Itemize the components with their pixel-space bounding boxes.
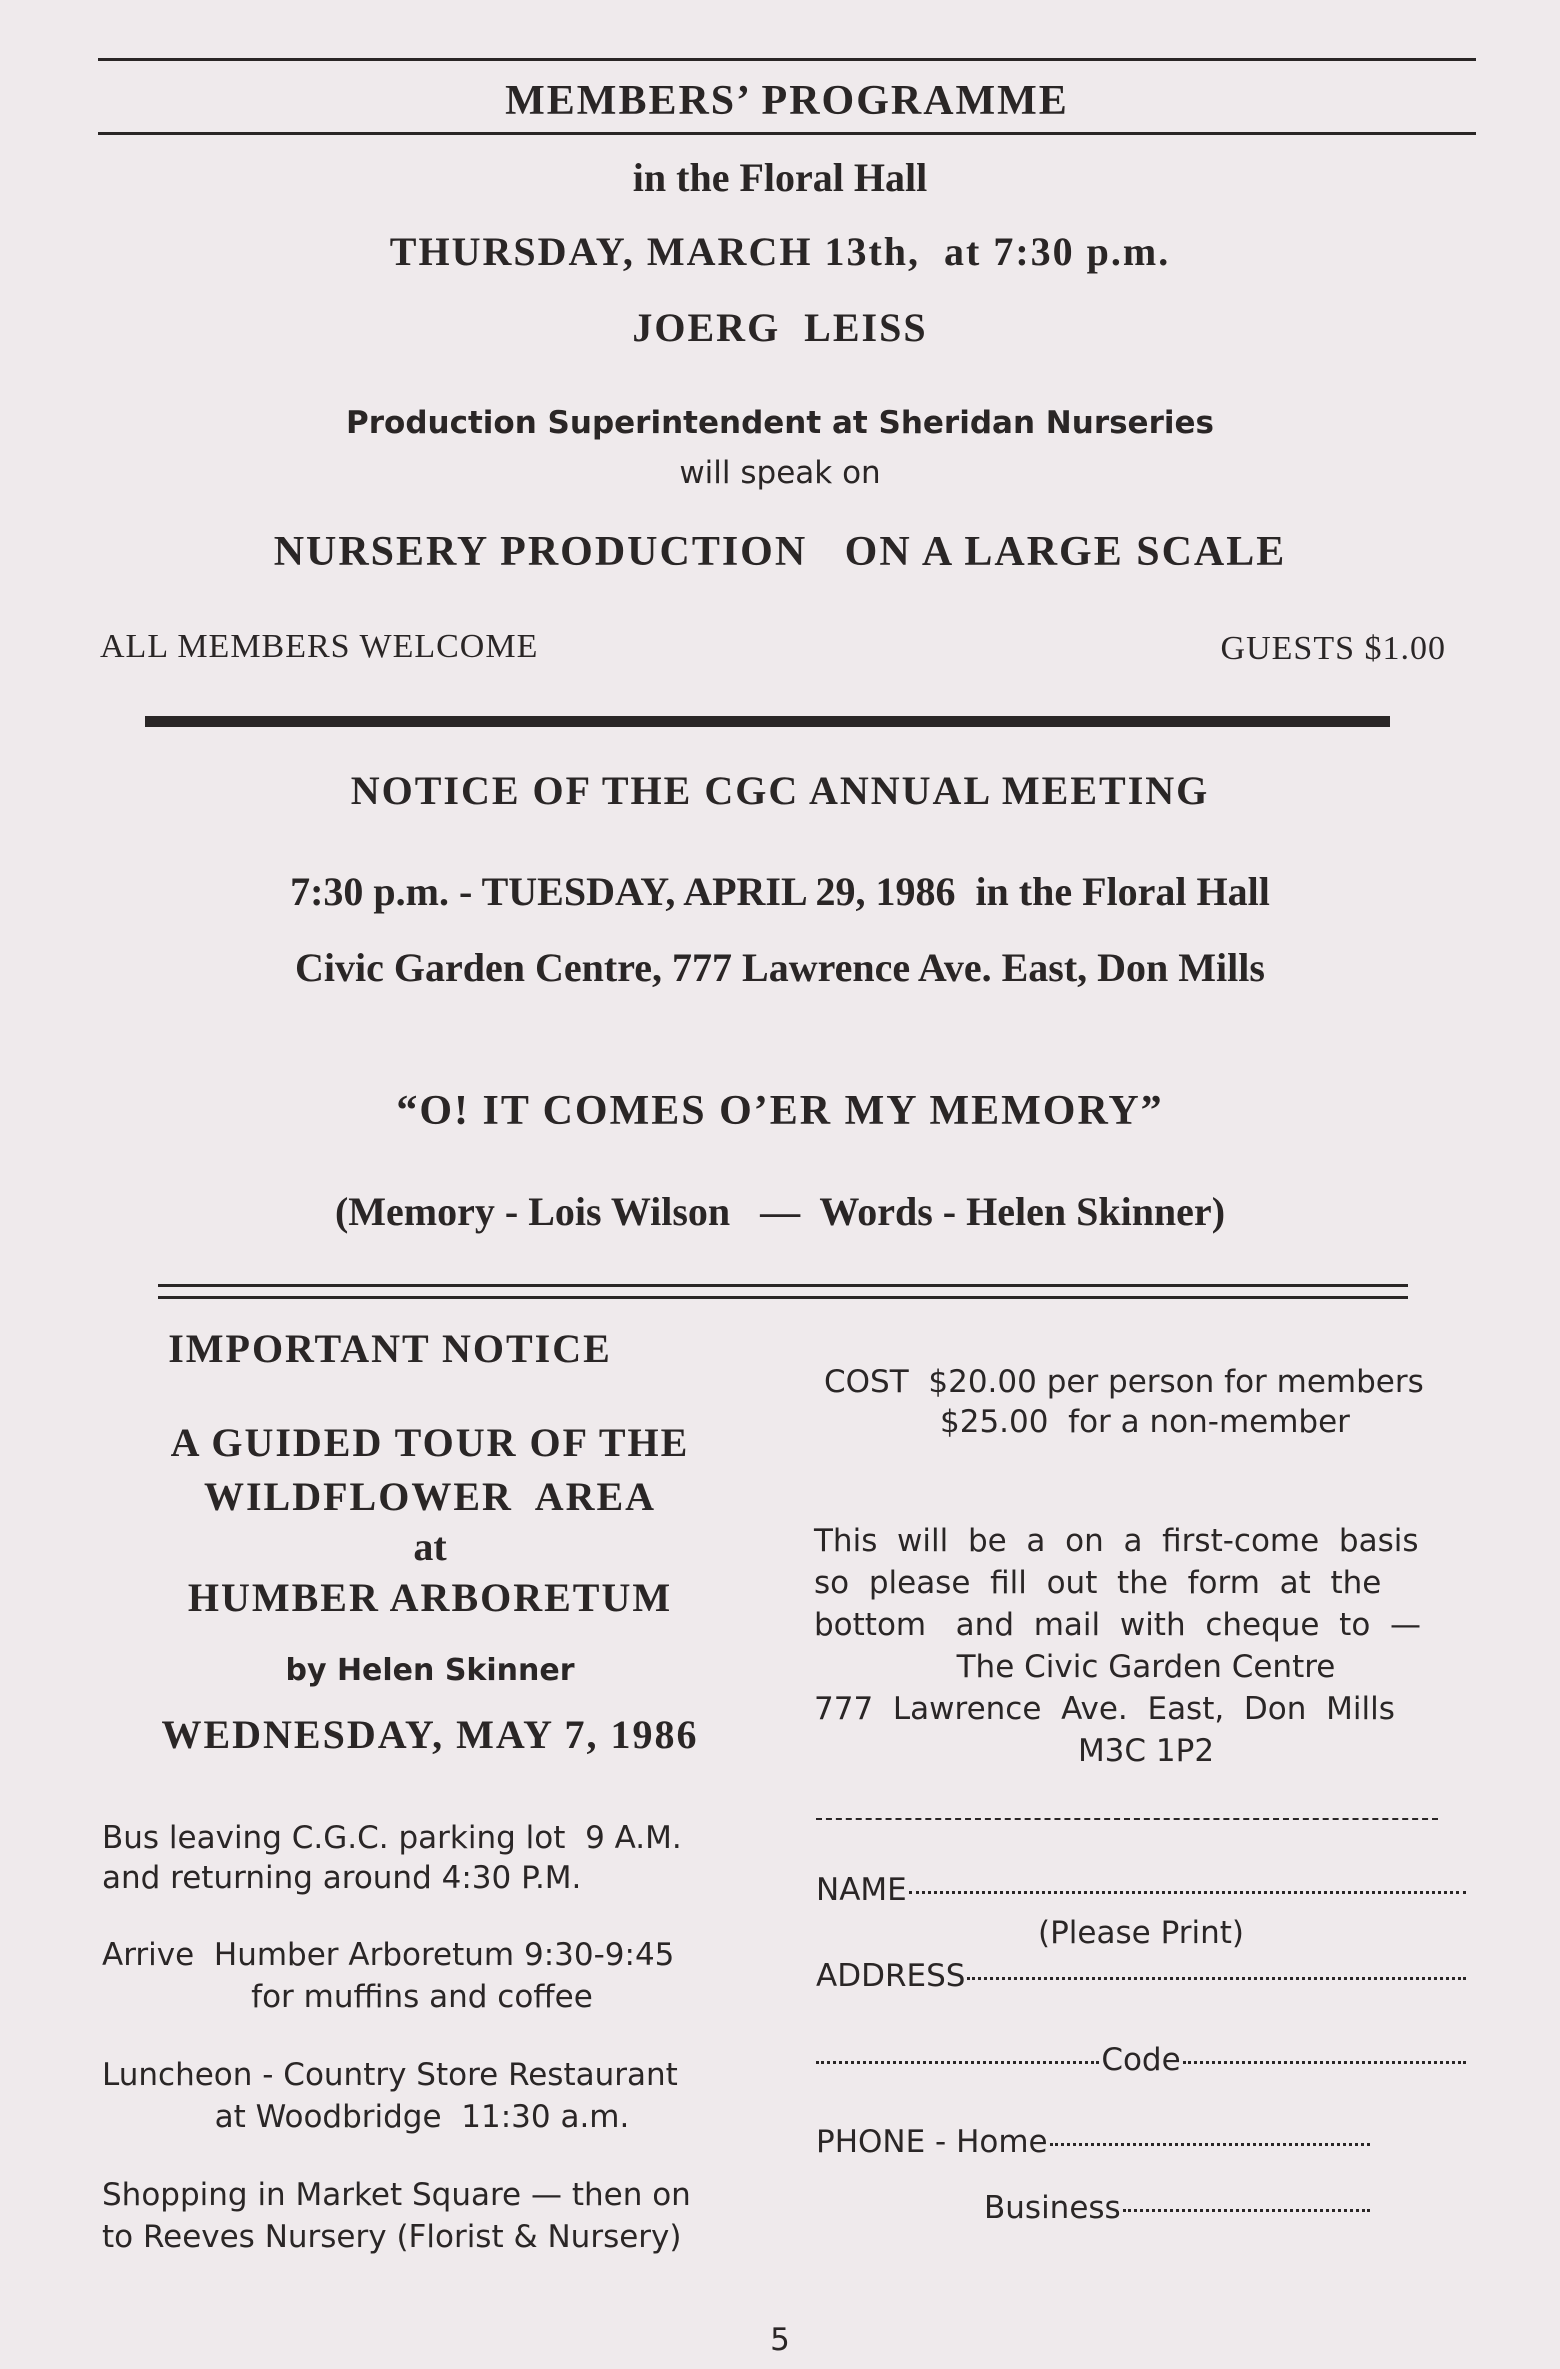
tour-title-1: A GUIDED TOUR OF THE — [170, 1420, 690, 1465]
cost-members: COST $20.00 per person for members — [824, 1364, 1424, 1400]
tour-column — [90, 1318, 770, 2258]
info-line-2: so please fill out the form at the — [814, 1565, 1382, 1601]
info-line-3: bottom and mail with cheque to — — [814, 1607, 1422, 1643]
cost-non-member: $25.00 for a non-member — [940, 1404, 1350, 1440]
cost-column — [810, 1362, 1480, 2230]
bus-schedule — [102, 1818, 770, 1898]
members-programme-heading: MEMBERS’ PROGRAMME — [505, 78, 1069, 124]
program-credits: (Memory - Lois Wilson — Words - Helen Skinner) — [334, 1189, 1226, 1234]
program-title: “O! IT COMES O’ER MY MEMORY” — [396, 1088, 1164, 1134]
tour-date: WEDNESDAY, MAY 7, 1986 — [161, 1712, 699, 1757]
members-welcome: ALL MEMBERS WELCOME — [100, 628, 539, 665]
name-field[interactable] — [816, 1868, 1466, 1912]
address-line-3: M3C 1P2 — [1077, 1733, 1215, 1769]
speaker-name: JOERG LEISS — [632, 305, 928, 350]
arrive-line-1: Arrive Humber Arboretum 9:30-9:45 — [102, 1937, 675, 1973]
will-speak-on: will speak on — [679, 455, 881, 491]
phone-home-blank[interactable] — [1050, 2143, 1370, 2146]
lunch-line-2: at Woodbridge 11:30 a.m. — [214, 2099, 630, 2135]
programme-date: THURSDAY, MARCH 13th, at 7:30 p.m. — [389, 229, 1171, 274]
bus-line-1: Bus leaving C.G.C. parking lot 9 A.M. — [102, 1820, 682, 1856]
meeting-where: Civic Garden Centre, 777 Lawrence Ave. East, Don Mills — [295, 945, 1265, 990]
shopping-info — [102, 2174, 770, 2258]
thick-divider — [145, 716, 1390, 727]
address-field[interactable] — [816, 1954, 1466, 1998]
annual-meeting-heading: NOTICE OF THE CGC ANNUAL MEETING — [350, 768, 1210, 813]
business-phone-field[interactable] — [984, 2186, 1370, 2230]
guests-fee: GUESTS $1.00 — [1220, 630, 1446, 667]
address-blank[interactable] — [967, 1977, 1466, 1980]
shop-line-2: to Reeves Nursery (Florist & Nursery) — [102, 2219, 682, 2255]
address-line-1: The Civic Garden Centre — [956, 1649, 1336, 1685]
important-notice: IMPORTANT NOTICE — [168, 1326, 612, 1371]
tour-title-2: WILDFLOWER AREA — [203, 1474, 657, 1519]
code-blank[interactable] — [1183, 2061, 1466, 2064]
code-label: Code — [1101, 2042, 1181, 2078]
tour-title-4: HUMBER ARBORETUM — [187, 1575, 673, 1620]
tour-guide: by Helen Skinner — [285, 1653, 575, 1688]
address-continued-blank[interactable] — [816, 2061, 1099, 2064]
heading-underline — [98, 132, 1476, 135]
tour-title-3: at — [413, 1524, 447, 1569]
top-rule — [98, 58, 1476, 61]
booking-info — [814, 1520, 1478, 1772]
arrival-info — [102, 1934, 770, 2018]
bus-line-2: and returning around 4:30 P.M. — [102, 1860, 582, 1896]
cut-line — [816, 1818, 1438, 1820]
business-blank[interactable] — [1123, 2209, 1370, 2212]
code-field[interactable] — [816, 2038, 1466, 2082]
phone-label: PHONE - Home — [816, 2124, 1048, 2160]
address-line-2: 777 Lawrence Ave. East, Don Mills — [814, 1691, 1395, 1727]
arrive-line-2: for muffins and coffee — [251, 1979, 593, 2015]
lunch-line-1: Luncheon - Country Store Restaurant — [102, 2057, 678, 2093]
page-number: 5 — [770, 2322, 790, 2358]
address-label: ADDRESS — [816, 1958, 966, 1994]
talk-topic: NURSERY PRODUCTION ON A LARGE SCALE — [273, 529, 1287, 575]
double-rule-top — [158, 1284, 1408, 1287]
venue-line: in the Floral Hall — [632, 155, 928, 200]
name-blank[interactable] — [909, 1891, 1466, 1894]
business-label: Business — [984, 2190, 1121, 2226]
please-print: (Please Print) — [1038, 1915, 1244, 1951]
luncheon-info — [102, 2054, 770, 2138]
info-line-1: This will be a on a first-come basis — [814, 1523, 1419, 1559]
registration-form — [816, 1868, 1466, 2230]
phone-home-field[interactable] — [816, 2120, 1370, 2164]
meeting-when: 7:30 p.m. - TUESDAY, APRIL 29, 1986 in the Floral Hall — [290, 869, 1270, 914]
name-label: NAME — [816, 1872, 907, 1908]
shop-line-1: Shopping in Market Square — then on — [102, 2177, 691, 2213]
speaker-title: Production Superintendent at Sheridan Nurseries — [346, 405, 1214, 441]
double-rule-bottom — [158, 1296, 1408, 1299]
